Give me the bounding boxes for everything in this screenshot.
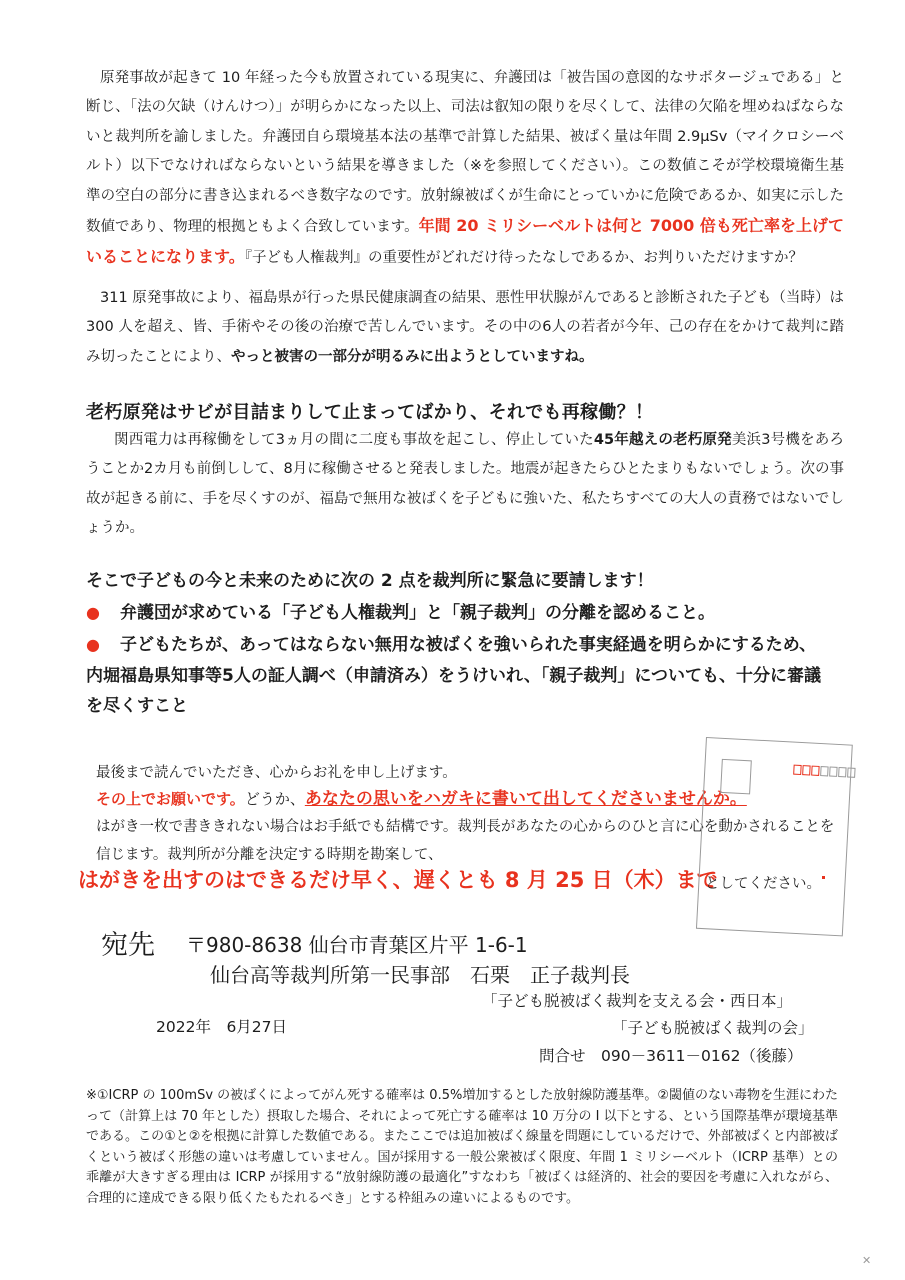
- letter-ok-paragraph: はがき一枚で書ききれない場合はお手紙でも結構です。裁判長があなたの心からのひと言に心を動かされることを信じます。裁判所が分離を決定する時期を勘案して、: [96, 819, 835, 863]
- request-text: 弁護団が求めている「子ども人権裁判」と「親子裁判」の分離を認めること。: [119, 603, 715, 623]
- please-mid: どうか、: [244, 790, 305, 808]
- request-text: 子どもたちが、あってはならない無用な被ばくを強いられた事実経過を明らかにするため、内堀福島県知事等5人の証人調べ（申請済み）をうけいれ、「親子裁判」についても、十分に審議を尽くすこと: [86, 635, 822, 716]
- contact-line: 問合せ 090－3611－0162（後藤）: [539, 1047, 803, 1065]
- please-label: その上でお願いです。: [96, 790, 245, 808]
- heading-requests: そこで子どもの今と未来のために次の 2 点を裁判所に緊急に要請します！: [86, 571, 654, 591]
- address-line-2: 仙台高等裁判所第一民事部 石栗 正子裁判長: [210, 963, 630, 987]
- please-main-request: あなたの思いをハガキに書いて出してくださいませんか。: [304, 789, 747, 809]
- para3-text: 関西電力は再稼働をして3ヵ月の間に二度も事故を起こし、停止していた: [114, 432, 594, 448]
- bullet-icon: ●: [86, 635, 100, 654]
- para1-highlight: 年間 20 ミリシーベルトは何と 7000 倍も死亡率を上げていることになります。: [86, 216, 844, 267]
- deadline-tail: としてください。: [705, 876, 821, 892]
- bullet-icon: ●: [86, 603, 100, 622]
- para2-bold: やっと被害の一部分が明るみに出ようとしていますね。: [231, 348, 594, 365]
- paragraph-lawsuit-background: [86, 64, 844, 274]
- para2-text: 311 原発事故により、福島県が行った県民健康調査の結果、悪性甲状腺がんであると診断された子ども（当時）は 300 人を超え、皆、手術やその後の治療で苦しんでいます。その中の6人の若者が今年、己の存在をかけて裁判に踏み切ったことにより、: [86, 290, 844, 365]
- request-item: [86, 630, 826, 722]
- paragraph-kansai-electric: [86, 426, 844, 544]
- thanks-line: 最後まで読んでいただき、心からお礼を申し上げます。: [96, 765, 457, 781]
- para3-bold: 45年越えの老朽原発: [593, 432, 732, 448]
- postcard-request-line: [96, 784, 747, 809]
- address-line-1: 〒980-8638 仙台市青葉区片平 1-6-1: [186, 933, 528, 957]
- scan-corner-mark: ✕: [862, 1254, 872, 1267]
- postcard-illustration: [696, 737, 853, 936]
- request-item: [86, 598, 826, 629]
- heading-aging-reactor: 老朽原発はサビが目詰まりして止まってばかり、それでも再稼働？！: [86, 402, 654, 423]
- deadline-line: はがきを出すのはできるだけ早く、遅くとも 8 月 25 日（木）まで: [78, 868, 718, 892]
- sender-org-1: 「子ども脱被ばく裁判を支える会・西日本」: [482, 992, 793, 1010]
- stamp-box: [720, 759, 752, 795]
- address-label: 宛先: [101, 930, 155, 961]
- paragraph-thyroid-cancer: [86, 284, 844, 372]
- para3-tail: 美浜3号機をあろうことか2カ月も前倒しして、8月に稼働させると発表しました。地震が起きたらひとたまりもないでしょう。次の事故が起きる前に、手を尽くすのが、福島で無用な被ばくを子どもに強いた、私たちすべての大人の責務ではないでしょうか。: [86, 432, 844, 537]
- letter-date: 2022年 6月27日: [156, 1018, 288, 1036]
- footnote: ※①ICRP の 100mSv の被ばくによってがん死する確率は 0.5%増加するとした放射線防護基準。②閾値のない毒物を生涯にわたって（計算上は 70 年とした）摂取した場合、それによって死亡する確率は 10 万分の Ⅰ 以下とする、という国際基準が環境基準である。この①と②を根拠に計算した数値である。またここでは追加被ばく線量を問題にしているだけで、外部被ばくと内部被ばくという被ばく形態の違いは考慮していません。国が採用する一般公衆被ばく限度、年間 1 ミリシーベルト（ICRP 基準）との乖離が大きすぎる理由は ICRP が採用する“放射線防護の最適化”すなわち「被ばくは経済的、社会的要因を考慮に入れながら、合理的に達成できる限り低くたもたれるべき」とする枠組みの違いによるものです。: [86, 1088, 838, 1206]
- sender-org-2: 「子ども脱被ばく裁判の会」: [612, 1019, 814, 1037]
- zip-code-boxes: [793, 765, 855, 778]
- para1-text: 原発事故が起きて 10 年経った今も放置されている現実に、弁護団は「被告国の意図的なサボタージュである」と断じ、「法の欠缺（けんけつ）」が明らかになった以上、司法は叡知の限りを尽くして、法律の欠陥を埋めねばならないと裁判所を諭しました。弁護団自ら環境基本法の基準で計算した結果、被ばく量は年間 2.9μSv（マイクロシーベルト）以下でなければならないという結果を導きました（※を参照してください）。この数値こそが学校環境衛生基準の空白の部分に書き込まれるべき数字なのです。放射線被ばくが生命にとっていかに危険であるか、如実に示した数値であり、物理的根拠ともよく合致しています。: [86, 70, 844, 236]
- para1-tail: 『子ども人権裁判』の重要性がどれだけ待ったなしであるか、お判りいただけますか？: [244, 250, 803, 267]
